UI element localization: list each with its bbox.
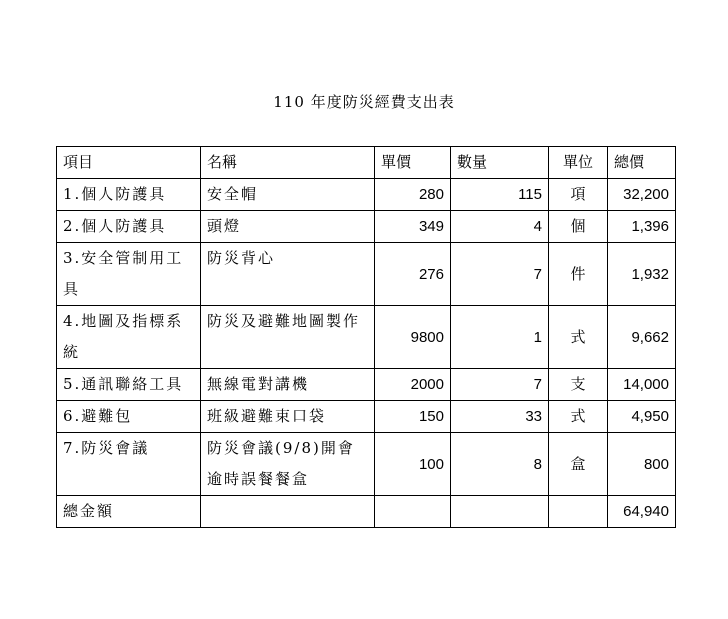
table-row — [57, 243, 676, 306]
cell-unit-price: 2000 — [375, 369, 451, 401]
cell-name: 防災背心 — [201, 243, 375, 306]
cell-name: 頭燈 — [201, 211, 375, 243]
cell-item: 4.地圖及指標系統 — [57, 306, 201, 369]
cell-item: 3.安全管制用工具 — [57, 243, 201, 306]
expense-table — [56, 146, 676, 528]
cell-quantity: 33 — [451, 401, 549, 433]
cell-item: 2.個人防護具 — [57, 211, 201, 243]
table-header-row — [57, 147, 676, 179]
header-unit-price: 單價 — [375, 147, 451, 179]
table-footer-row — [57, 496, 676, 528]
footer-label: 總金額 — [57, 496, 201, 528]
cell-unit-price: 349 — [375, 211, 451, 243]
cell-total: 800 — [608, 433, 676, 496]
table-row — [57, 211, 676, 243]
cell-item: 5.通訊聯絡工具 — [57, 369, 201, 401]
cell-quantity: 7 — [451, 243, 549, 306]
cell-unit-price: 9800 — [375, 306, 451, 369]
cell-quantity: 8 — [451, 433, 549, 496]
table-row — [57, 433, 676, 496]
cell-total: 32,200 — [608, 179, 676, 211]
header-unit: 單位 — [549, 147, 608, 179]
cell-unit-price: 280 — [375, 179, 451, 211]
table-row — [57, 306, 676, 369]
cell-unit-price: 100 — [375, 433, 451, 496]
cell-total: 4,950 — [608, 401, 676, 433]
table-row — [57, 369, 676, 401]
cell-quantity: 1 — [451, 306, 549, 369]
cell-item: 7.防災會議 — [57, 433, 201, 496]
cell-unit: 個 — [549, 211, 608, 243]
empty-cell — [375, 496, 451, 528]
footer-total: 64,940 — [608, 496, 676, 528]
header-total: 總價 — [608, 147, 676, 179]
cell-name: 安全帽 — [201, 179, 375, 211]
empty-cell — [549, 496, 608, 528]
cell-name: 防災及避難地圖製作 — [201, 306, 375, 369]
cell-unit: 項 — [549, 179, 608, 211]
cell-quantity: 4 — [451, 211, 549, 243]
cell-quantity: 7 — [451, 369, 549, 401]
cell-name: 無線電對講機 — [201, 369, 375, 401]
table-row — [57, 179, 676, 211]
cell-item: 6.避難包 — [57, 401, 201, 433]
header-quantity: 數量 — [451, 147, 549, 179]
cell-unit-price: 150 — [375, 401, 451, 433]
cell-quantity: 115 — [451, 179, 549, 211]
cell-total: 1,396 — [608, 211, 676, 243]
cell-unit: 盒 — [549, 433, 608, 496]
cell-unit: 式 — [549, 401, 608, 433]
cell-item: 1.個人防護具 — [57, 179, 201, 211]
empty-cell — [201, 496, 375, 528]
header-name: 名稱 — [201, 147, 375, 179]
cell-total: 9,662 — [608, 306, 676, 369]
cell-unit: 式 — [549, 306, 608, 369]
cell-total: 1,932 — [608, 243, 676, 306]
cell-name: 防災會議(9/8)開會逾時誤餐餐盒 — [201, 433, 375, 496]
cell-unit-price: 276 — [375, 243, 451, 306]
page-title: 110 年度防災經費支出表 — [273, 93, 455, 111]
cell-unit: 支 — [549, 369, 608, 401]
table-row — [57, 401, 676, 433]
header-item: 項目 — [57, 147, 201, 179]
cell-unit: 件 — [549, 243, 608, 306]
cell-total: 14,000 — [608, 369, 676, 401]
cell-name: 班級避難束口袋 — [201, 401, 375, 433]
empty-cell — [451, 496, 549, 528]
